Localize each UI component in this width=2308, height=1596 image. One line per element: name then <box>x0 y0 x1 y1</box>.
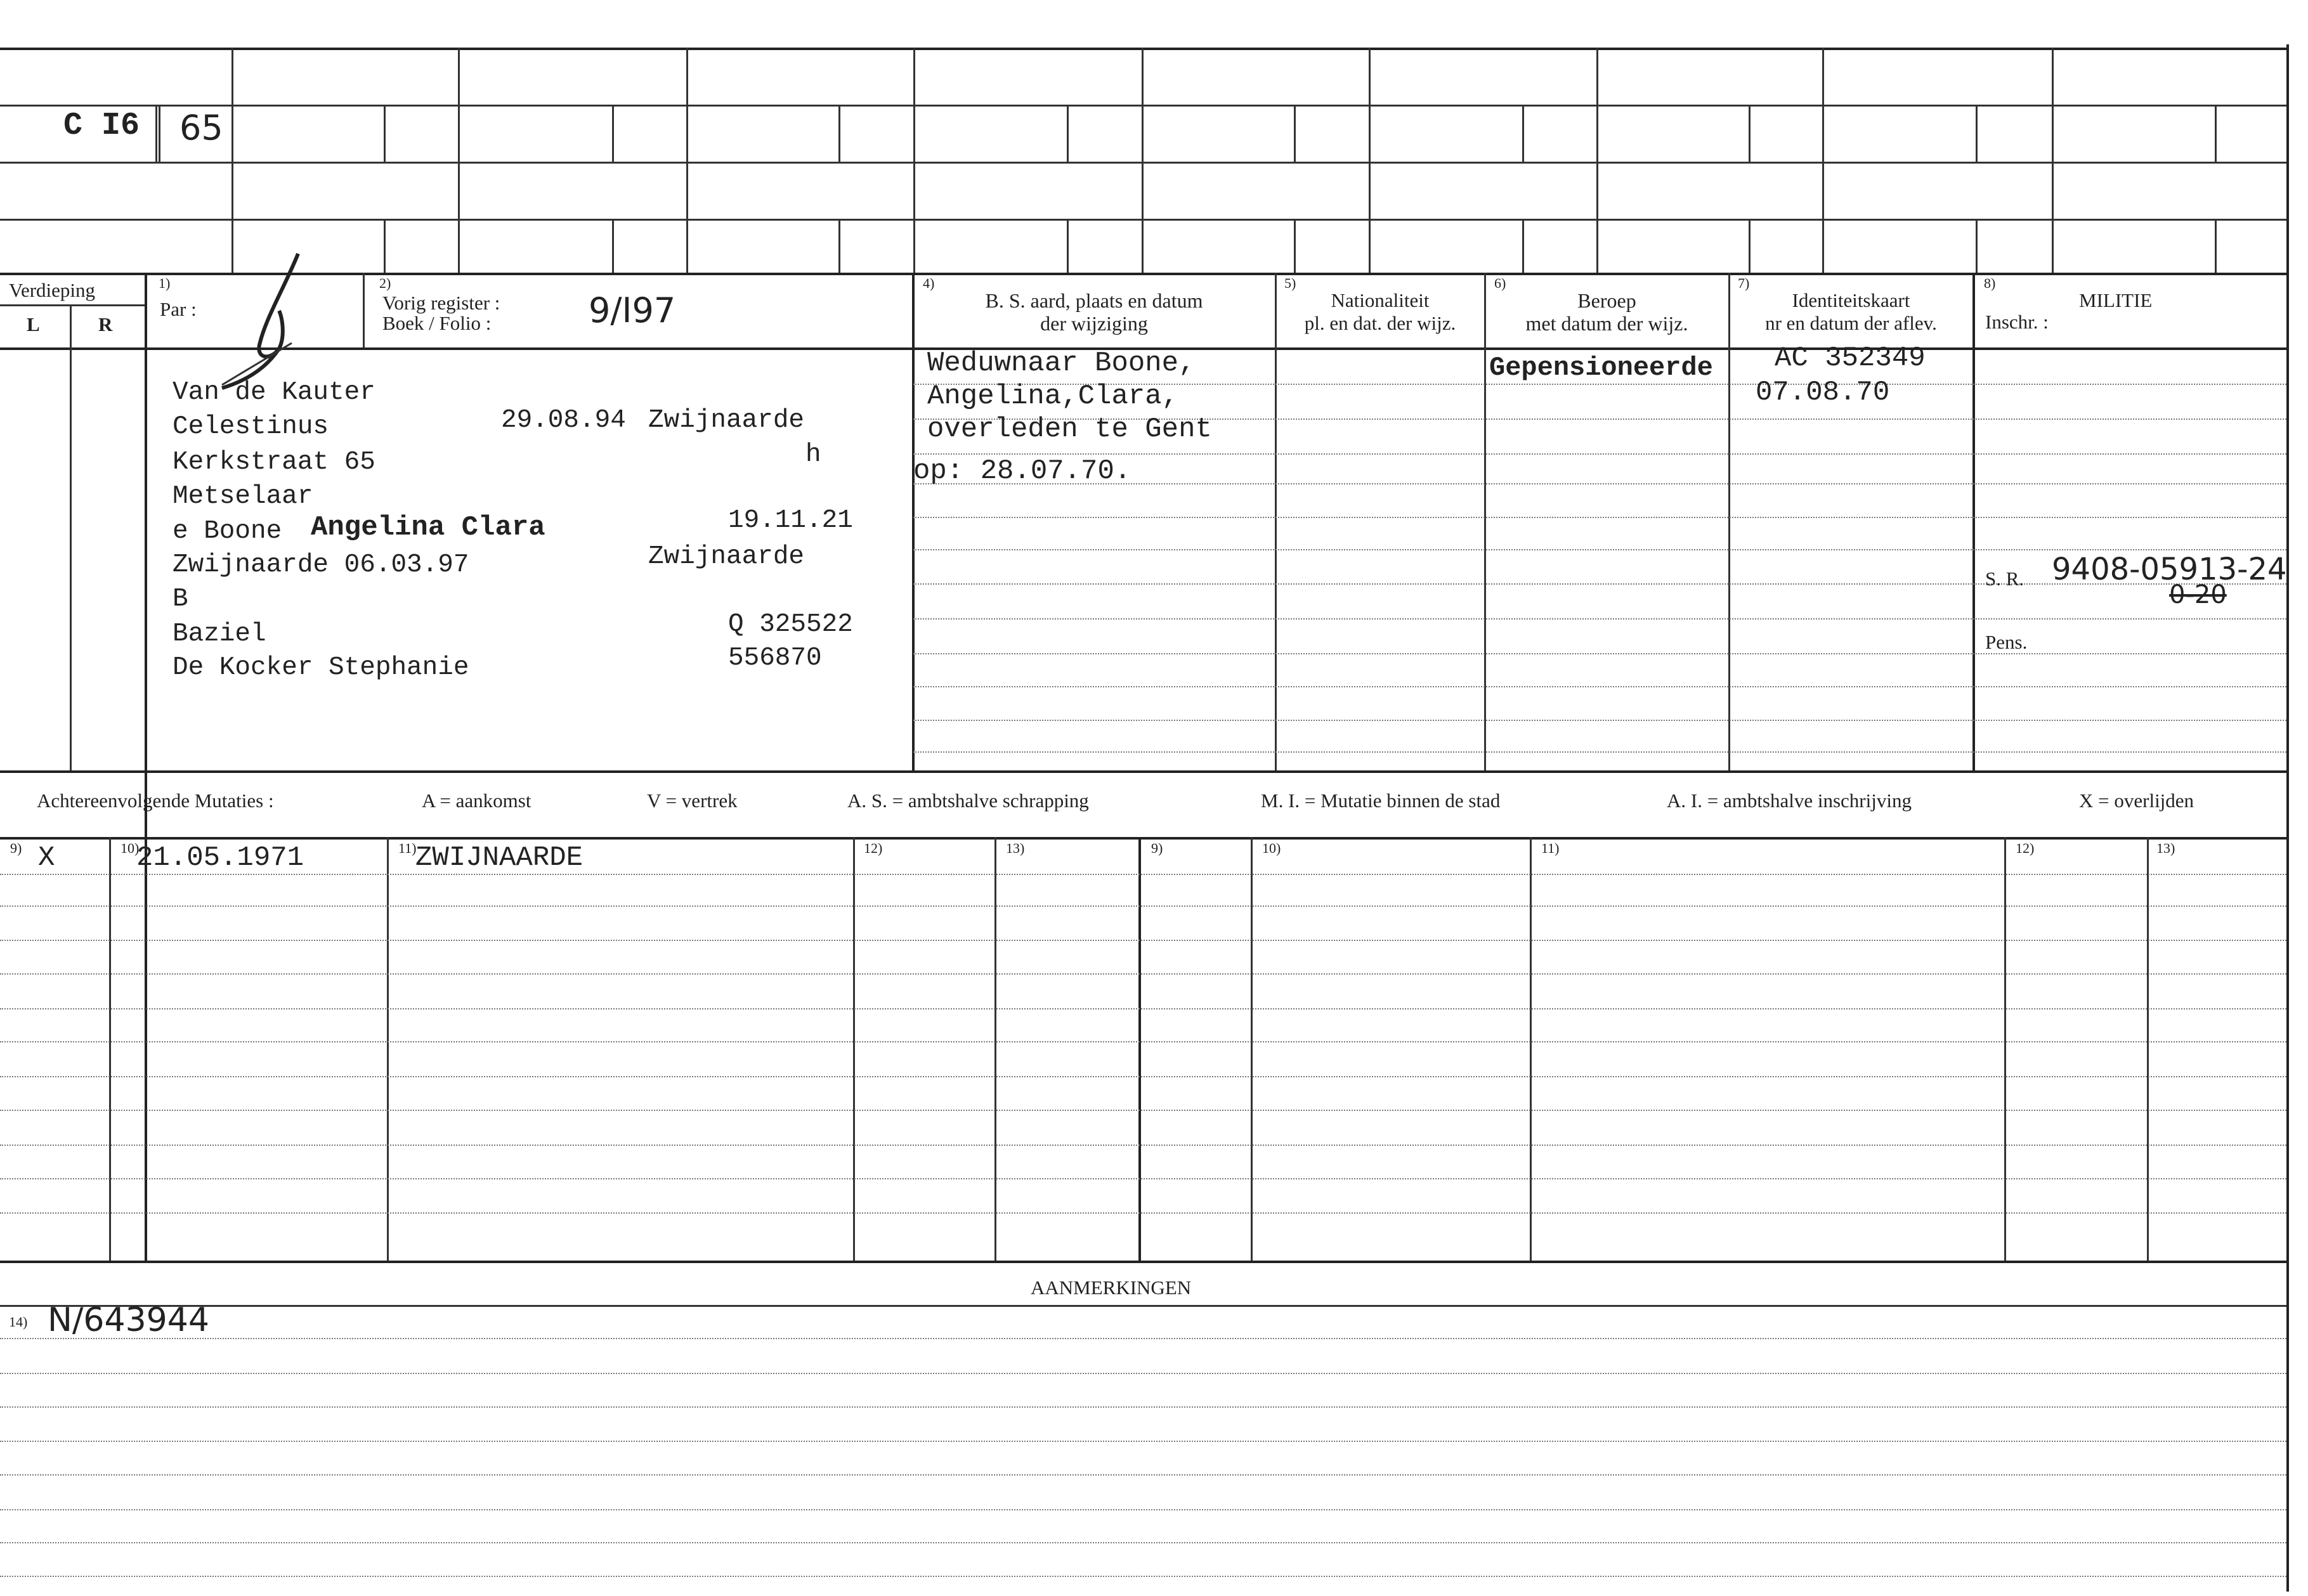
bs-line-3: overleden te Gent <box>927 413 1212 445</box>
col10b-num: 10) <box>1262 840 1281 856</box>
col12b-num: 12) <box>2016 840 2035 856</box>
identity-date: 07.08.70 <box>1756 377 1890 408</box>
legend-x: X = overlijden <box>2079 789 2194 812</box>
nationaliteit-header: Nationaliteit pl. en dat. der wijz. <box>1304 289 1456 334</box>
col2-num: 2) <box>379 275 391 291</box>
legend-mi: M. I. = Mutatie binnen de stad <box>1261 789 1501 812</box>
sr-value: 9408-05913-24 <box>2052 552 2287 587</box>
address: Kerkstraat 65 <box>173 448 375 477</box>
b-code: B <box>173 585 188 614</box>
mother-code: 556870 <box>728 644 822 673</box>
col9-num: 9) <box>10 840 22 856</box>
bs-header: B. S. aard, plaats en datum der wijziging <box>985 289 1203 335</box>
aanmerkingen-value: N/643944 <box>48 1301 209 1339</box>
par-label: Par : <box>160 298 197 320</box>
legend-v: V = vertrek <box>647 789 738 812</box>
col11-num: 11) <box>398 840 417 856</box>
father-code: Q 325522 <box>728 610 853 639</box>
mutatie-date: 21.05.1971 <box>136 842 304 874</box>
mutatie-place: ZWIJNAARDE <box>415 842 584 874</box>
marriage: Zwijnaarde 06.03.97 <box>173 550 469 580</box>
spouse-prefix: e Boone <box>173 517 282 546</box>
bs-line-2: Angelina,Clara, <box>927 380 1179 412</box>
beroep-value: Gepensioneerde <box>1489 353 1713 383</box>
sex: h <box>805 440 821 469</box>
inschr-label: Inschr. : <box>1985 311 2049 333</box>
beroep-header: Beroep met datum der wijz. <box>1525 289 1688 335</box>
mutatie-type: X <box>38 842 55 874</box>
l-label: L <box>27 313 40 335</box>
card-number: 65 <box>179 108 223 148</box>
col6-num: 6) <box>1494 275 1506 291</box>
col4-num: 4) <box>923 275 935 291</box>
legend-as: A. S. = ambtshalve schrapping <box>847 789 1089 812</box>
sr-label: S. R. <box>1985 568 2024 590</box>
col9b-num: 9) <box>1151 840 1163 856</box>
vorig-label: Vorig register : <box>382 292 500 314</box>
father: Baziel <box>173 620 266 649</box>
col8-num: 8) <box>1984 275 1996 291</box>
militie-header: MILITIE <box>2079 289 2153 311</box>
col10-num: 10) <box>121 840 140 856</box>
identiteit-header: Identiteitskaart nr en datum der aflev. <box>1765 289 1937 334</box>
pens-label: Pens. <box>1985 631 2028 653</box>
profession: Metselaar <box>173 482 313 511</box>
birth-date: 29.08.94 <box>501 406 626 435</box>
legend-ai: A. I. = ambtshalve inschrijving <box>1667 789 1912 812</box>
col5-num: 5) <box>1284 275 1296 291</box>
boek-label: Boek / Folio : <box>382 312 492 334</box>
mutaties-label: Achtereenvolgende Mutaties : <box>37 789 274 812</box>
col1-num: 1) <box>159 275 171 291</box>
verdieping-label: Verdieping <box>9 279 96 301</box>
col11b-num: 11) <box>1541 840 1560 856</box>
firstname: Celestinus <box>173 412 329 441</box>
pointer-line <box>209 339 298 390</box>
legend-a: A = aankomst <box>422 789 531 812</box>
identity-number: AC 352349 <box>1775 342 1926 374</box>
col12-num: 12) <box>864 840 883 856</box>
col7-num: 7) <box>1738 275 1750 291</box>
sr-struck: 0-20 <box>2169 580 2227 609</box>
spouse-birth-date: 19.11.21 <box>728 506 853 535</box>
r-label: R <box>98 313 113 335</box>
spouse-name: Angelina Clara <box>311 512 545 543</box>
card-code: C I6 <box>63 108 140 144</box>
mother: De Kocker Stephanie <box>173 653 469 682</box>
boek-value: 9/I97 <box>589 290 676 330</box>
aanmerkingen-num: 14) <box>9 1314 28 1330</box>
surname: Van de Kauter <box>173 378 375 407</box>
bs-line-4: op: 28.07.70. <box>913 455 1131 487</box>
col13b-num: 13) <box>2156 840 2175 856</box>
birth-place: Zwijnaarde <box>648 406 805 435</box>
aanmerkingen-title: AANMERKINGEN <box>1031 1276 1192 1299</box>
marriage-place: Zwijnaarde <box>648 542 805 571</box>
col13-num: 13) <box>1006 840 1025 856</box>
bs-line-1: Weduwnaar Boone, <box>927 347 1196 379</box>
